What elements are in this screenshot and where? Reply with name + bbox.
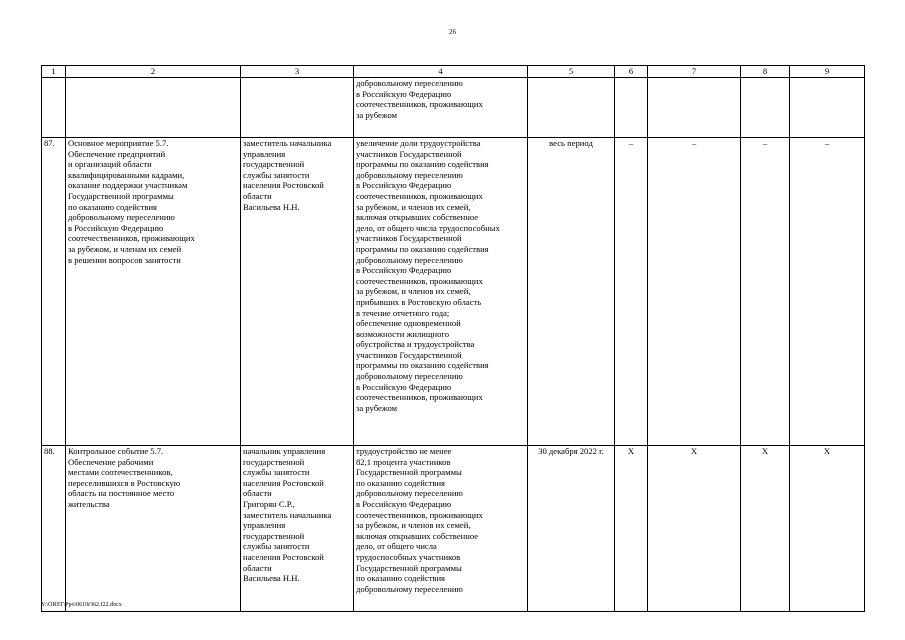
file-path-footer: Y:\ORST\Ppo\0610r362.f22.docx [41, 602, 122, 608]
header-cell: 4 [354, 66, 528, 78]
row-number [42, 78, 66, 138]
col-9-value [790, 78, 865, 138]
text-line: заместитель начальника [243, 509, 332, 520]
text-line: заместитель начальника [243, 138, 332, 148]
col-6-value [615, 78, 648, 138]
text-line: за рубежом, и членов их семей, [356, 520, 471, 531]
col-9-value: Х [790, 446, 865, 612]
header-row [42, 66, 865, 78]
text-line: обеспечение одновременной [356, 318, 461, 329]
text-line: трудоспособных участников [356, 551, 461, 562]
text-line: программы по оказанию содействия [356, 360, 489, 371]
period: 30 декабря 2022 г. [528, 446, 615, 612]
text-line: Васильева Н.Н. [243, 573, 300, 584]
text-line: оказание поддержки участникам [68, 180, 188, 191]
col-9-value: – [790, 138, 865, 446]
col-6-value: – [615, 138, 648, 446]
text-line: добровольному переселению [356, 371, 463, 382]
text-line: Основное мероприятие 5.7. [68, 138, 169, 148]
period [528, 78, 615, 138]
col-6-value: Х [615, 446, 648, 612]
text-line: переселившихся в Ростовскую [68, 477, 181, 488]
text-line: и организаций области [68, 159, 152, 170]
text-line: добровольному переселению [356, 488, 463, 499]
text-line: соотечественников, проживающих [356, 509, 483, 520]
responsible [241, 78, 354, 138]
col-7-value: Х [648, 446, 741, 612]
period: весь период [528, 138, 615, 446]
text-line: области [243, 190, 272, 201]
header-cell: 1 [42, 66, 66, 78]
text-line: обустройства и трудоустройства [356, 339, 475, 350]
text-line: Обеспечение предприятий [68, 148, 166, 159]
table-row [42, 78, 865, 138]
text-line: управления [243, 148, 286, 159]
responsible [241, 446, 354, 612]
activity-name [66, 446, 241, 612]
text-line: участников Государственной [356, 349, 462, 360]
text-line: населения Ростовской [243, 551, 324, 562]
text-line: по оказанию содействия [356, 477, 446, 488]
page-number: 26 [449, 28, 456, 36]
header-cell: 2 [66, 66, 241, 78]
text-line: соотечественников, проживающих [68, 233, 195, 244]
col-7-value: – [648, 138, 741, 446]
text-line: программы по оказанию содействия [356, 159, 489, 170]
responsible [241, 138, 354, 446]
text-line: жительства [68, 498, 110, 509]
text-line: службы занятости [243, 169, 310, 180]
header-cell: 3 [241, 66, 354, 78]
text-line: в Российскую Федерацию [356, 88, 452, 99]
row-number: 88. [42, 446, 66, 612]
text-line: 82,1 процента участников [356, 456, 451, 467]
text-line: добровольному переселению [356, 583, 463, 594]
text-line: Контрольное событие 5.7. [68, 446, 164, 456]
activity-name [66, 78, 241, 138]
text-line: включая открывших собственное [356, 530, 479, 541]
text-line: программы по оказанию содействия [356, 243, 489, 254]
col-8-value [741, 78, 790, 138]
text-line: начальник управления [243, 446, 326, 456]
text-line: соотечественников, проживающих [356, 275, 483, 286]
text-line: в решении вопросов занятости [68, 254, 181, 265]
text-line: в Российскую Федерацию [356, 265, 452, 276]
header-cell: 7 [648, 66, 741, 78]
text-line: Государственной программы [356, 467, 462, 478]
text-line: области [243, 562, 272, 573]
col-8-value: – [741, 138, 790, 446]
text-line: возможности жилищного [356, 328, 449, 339]
expected-result [354, 78, 528, 138]
text-line: в Российскую Федерацию [356, 381, 452, 392]
text-line: соотечественников, проживающих [356, 99, 483, 110]
text-line: государственной [243, 159, 305, 170]
plan-table [41, 65, 865, 612]
text-line: соотечественников, проживающих [356, 190, 483, 201]
text-line: службы занятости [243, 467, 310, 478]
text-line: прибывших в Ростовскую область [356, 296, 482, 307]
text-line: добровольному переселению [356, 169, 463, 180]
text-line: в Российскую Федерацию [356, 498, 452, 509]
expected-result [354, 446, 528, 612]
text-line: участников Государственной [356, 148, 462, 159]
text-line: добровольному переселению [68, 212, 175, 223]
text-line: Государственной программы [356, 562, 462, 573]
text-line: государственной [243, 456, 305, 467]
text-line: в Российскую Федерацию [68, 222, 164, 233]
text-line: службы занятости [243, 541, 310, 552]
text-line: области [243, 488, 272, 499]
text-line: участников Государственной [356, 233, 462, 244]
activity-name [66, 138, 241, 446]
header-cell: 5 [528, 66, 615, 78]
text-line: область на постоянное место [68, 488, 175, 499]
text-line: добровольному переселению [356, 254, 463, 265]
row-number: 87. [42, 138, 66, 446]
table-row [42, 138, 865, 446]
text-line: по оказанию содействия [68, 201, 158, 212]
text-line: управления [243, 520, 286, 531]
text-line: трудоустройство не менее [356, 446, 452, 456]
text-line: дело, от общего числа [356, 541, 437, 552]
text-line: Обеспечение рабочими [68, 456, 154, 467]
text-line: за рубежом, и членам их семей [68, 243, 182, 254]
header-cell: 6 [615, 66, 648, 78]
text-line: за рубежом, и членов их семей, [356, 286, 471, 297]
text-line: Государственной программы [68, 190, 174, 201]
col-8-value: Х [741, 446, 790, 612]
text-line: по оказанию содействия [356, 573, 446, 584]
col-7-value [648, 78, 741, 138]
header-cell: 8 [741, 66, 790, 78]
text-line: государственной [243, 530, 305, 541]
text-line: Григорян С.Р., [243, 498, 295, 509]
text-line: населения Ростовской [243, 180, 324, 191]
expected-result [354, 138, 528, 446]
text-line: в Российскую Федерацию [356, 180, 452, 191]
text-line: дело, от общего числа трудоспособных [356, 222, 500, 233]
text-line: за рубежом [356, 109, 398, 120]
text-line: населения Ростовской [243, 477, 324, 488]
text-line: включая открывших собственное [356, 212, 479, 223]
text-line: за рубежом, и членов их семей, [356, 201, 471, 212]
text-line: местами соотечественников, [68, 467, 173, 478]
text-line: увеличение доли трудоустройства [356, 138, 481, 148]
text-line: в течение отчетного года; [356, 307, 450, 318]
text-line: соотечественников, проживающих [356, 392, 483, 403]
text-line: за рубежом [356, 402, 398, 413]
text-line: добровольному переселению [356, 78, 463, 88]
table-row [42, 446, 865, 612]
header-cell: 9 [790, 66, 865, 78]
text-line: Васильева Н.Н. [243, 201, 300, 212]
text-line: квалифицированными кадрами, [68, 169, 185, 180]
